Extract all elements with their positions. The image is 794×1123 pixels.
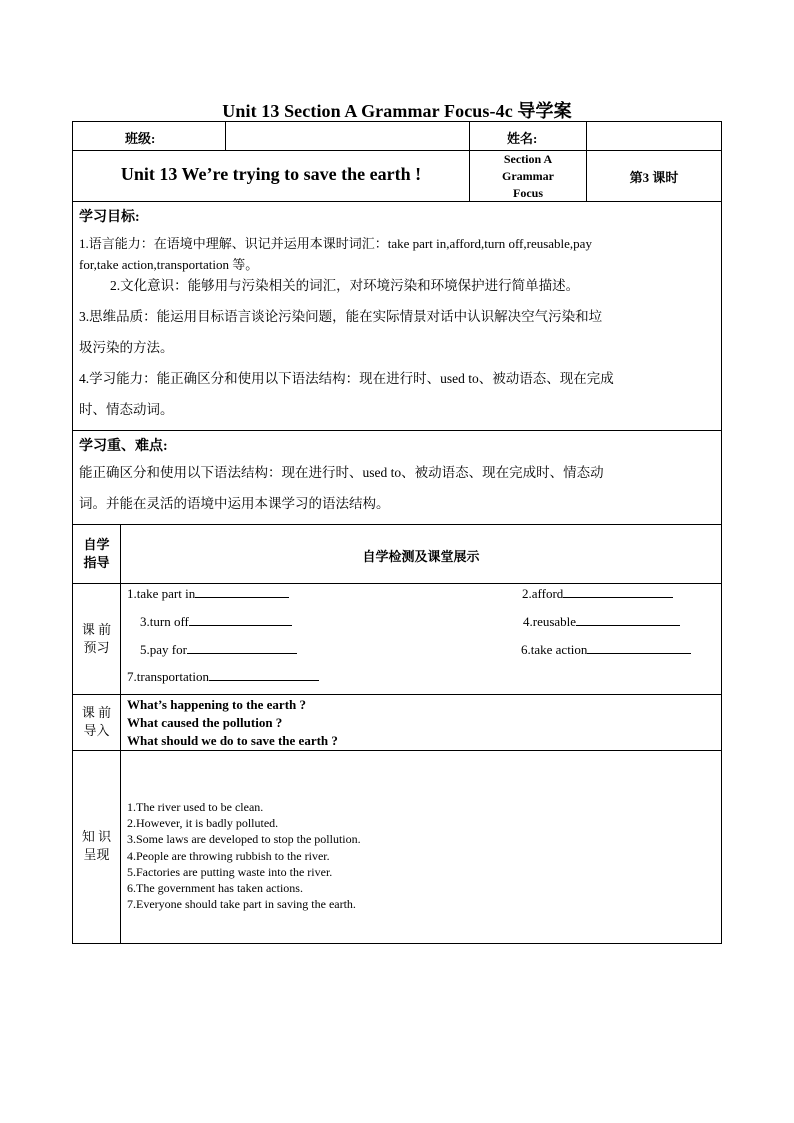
objective-line: 1.语言能力：在语境中理解、识记并运用本课时词汇：take part in,afford,turn off,reusable,pay — [79, 236, 592, 251]
section-line: Grammar — [502, 169, 554, 183]
preview-item-text: 3.turn off — [140, 614, 189, 629]
objective-line: 3.思维品质：能运用目标语言谈论污染问题，能在实际情景对话中认识解决空气污染和垃 — [79, 309, 603, 324]
intro-label-line: 导入 — [83, 723, 110, 738]
knowledge-sentence: 4.People are throwing rubbish to the river. — [127, 848, 330, 863]
preview-item-text: 6.take action — [521, 642, 588, 657]
answer-blank[interactable] — [195, 585, 289, 598]
section-line: Focus — [513, 186, 543, 200]
key-point-line: 能正确区分和使用以下语法结构：现在进行时、used to、被动语态、现在完成时、情态动 — [79, 465, 604, 480]
knowledge-sentence: 2.However, it is badly polluted. — [127, 816, 279, 831]
preview-item-text: 5.pay for — [140, 642, 187, 657]
preview-item — [523, 613, 680, 630]
objective-line: 4.学习能力：能正确区分和使用以下语法结构：现在进行时、used to、被动语态、现在完成 — [79, 371, 614, 386]
answer-blank[interactable] — [209, 668, 319, 681]
border — [72, 201, 722, 202]
border — [72, 121, 722, 122]
preview-item-text: 4.reusable — [523, 614, 577, 629]
guide-label-line: 指导 — [83, 555, 110, 570]
preview-label — [73, 621, 120, 657]
preview-item — [127, 668, 319, 685]
intro-label — [73, 704, 120, 740]
guide-header: 自学检测及课堂展示 — [362, 549, 480, 564]
unit-title: Unit 13 We’re trying to save the earth ! — [120, 164, 422, 184]
guide-label — [73, 536, 120, 572]
preview-item — [127, 585, 289, 602]
border — [72, 150, 722, 151]
objective-line: 2.文化意识：能够用与污染相关的词汇，对环境污染和环境保护进行简单描述。 — [110, 278, 580, 293]
name-label: 姓名: — [507, 131, 538, 146]
objective-line: 圾污染的方法。 — [79, 340, 174, 355]
knowledge-sentence: 5.Factories are putting waste into the river. — [127, 864, 333, 879]
intro-questions — [127, 696, 338, 750]
preview-item-text: 2.afford — [522, 586, 564, 601]
section-line: Section A — [503, 152, 553, 166]
objective-line: 时、情态动词。 — [79, 402, 174, 417]
knowledge-label-line: 呈现 — [83, 847, 110, 862]
answer-blank[interactable] — [576, 613, 680, 626]
border — [72, 943, 722, 944]
objectives-heading: 学习目标: — [79, 210, 140, 225]
intro-question: What caused the pollution ? — [127, 715, 283, 730]
intro-question: What’s happening to the earth ? — [127, 697, 307, 712]
border — [72, 430, 722, 431]
knowledge-sentence: 6.The government has taken actions. — [127, 881, 303, 896]
document-title: Unit 13 Section A Grammar Focus-4c 导学案 — [222, 101, 572, 121]
objective-line: for,take action,transportation 等。 — [79, 257, 259, 272]
knowledge-sentences — [127, 799, 361, 912]
border — [72, 524, 722, 525]
class-label: 班级: — [125, 131, 156, 146]
border — [721, 121, 722, 944]
period-label: 第3 课时 — [629, 170, 679, 185]
border — [72, 750, 722, 751]
border — [72, 121, 73, 944]
intro-question: What should we do to save the earth ? — [127, 733, 338, 748]
answer-blank[interactable] — [189, 613, 292, 626]
key-point-line: 词。并能在灵活的语境中运用本课学习的语法结构。 — [79, 496, 390, 511]
border — [72, 694, 722, 695]
knowledge-label — [73, 828, 120, 864]
knowledge-sentence: 1.The river used to be clean. — [127, 800, 264, 814]
knowledge-sentence: 3.Some laws are developed to stop the pollution. — [127, 832, 361, 847]
preview-item — [140, 641, 297, 658]
preview-item-text: 1.take part in — [127, 586, 196, 601]
preview-item — [521, 641, 691, 658]
border — [120, 524, 121, 944]
section-label — [470, 151, 586, 202]
border — [72, 583, 722, 584]
preview-item — [140, 613, 292, 630]
preview-label-line: 预习 — [83, 640, 110, 655]
border — [225, 121, 226, 150]
answer-blank[interactable] — [587, 641, 691, 654]
answer-blank[interactable] — [563, 585, 673, 598]
border — [586, 121, 587, 201]
knowledge-sentence: 7.Everyone should take part in saving the earth. — [127, 897, 356, 912]
intro-label-line: 课 前 — [81, 705, 112, 720]
knowledge-label-line: 知 识 — [81, 829, 112, 844]
preview-item-text: 7.transportation — [127, 669, 209, 684]
key-points-heading: 学习重、难点: — [79, 439, 168, 454]
answer-blank[interactable] — [187, 641, 297, 654]
guide-label-line: 自学 — [83, 537, 110, 552]
preview-label-line: 课 前 — [81, 622, 112, 637]
preview-item — [522, 585, 673, 602]
